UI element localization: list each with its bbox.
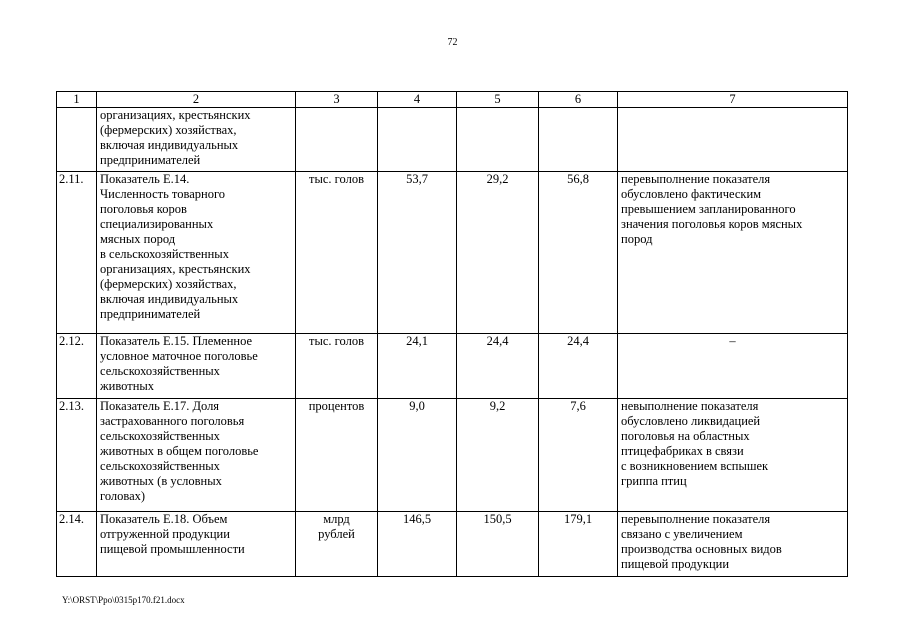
cell-line: млрд [323,512,350,526]
row-number-cell: 2.14. [57,512,97,577]
cell-line: включая индивидуальных [100,138,239,152]
cell-line: сельскохозяйственных [100,364,220,378]
cell-line: организациях, крестьянских [100,108,251,122]
cell-line: Показатель Е.15. Племенное [100,334,253,348]
value-cell: 53,7 [378,172,457,334]
cell-line: сельскохозяйственных [100,429,220,443]
cell-line: перевыполнение показателя [621,172,771,186]
file-path-footer: Y:\ORST\Ppo\0315p170.f21.docx [62,595,185,605]
cell-line: пищевой промышленности [100,542,245,556]
cell-line: – [729,334,736,348]
cell-line: мясных пород [100,232,176,246]
table-row [57,399,848,512]
unit-cell [296,399,378,512]
cell-line: тыс. голов [309,334,364,348]
cell-line: предпринимателей [100,153,201,167]
value-cell: 24,4 [457,334,539,399]
cell-line: Показатель Е.14. [100,172,190,186]
cell-line: превышением запланированного [621,202,796,216]
cell-line: специализированных [100,217,214,231]
cell-line: значения поголовья коров мясных [621,217,803,231]
cell-line: гриппа птиц [621,474,687,488]
cell-line: пищевой продукции [621,557,730,571]
unit-cell [296,512,378,577]
value-cell: 7,6 [539,399,618,512]
cell-line: перевыполнение показателя [621,512,771,526]
header-cell: 2 [97,92,296,108]
cell-line: птицефабриках в связи [621,444,744,458]
cell-line: головах) [100,489,146,503]
row-number-cell [57,108,97,172]
indicator-name-cell [97,399,296,512]
cell-line: застрахованного поголовья [100,414,245,428]
cell-line: тыс. голов [309,172,364,186]
page-number: 72 [447,37,458,48]
table-row [57,334,848,399]
cell-line: Показатель Е.18. Объем [100,512,228,526]
cell-line: животных (в условных [100,474,222,488]
table-header-row [57,92,848,108]
value-cell: 29,2 [457,172,539,334]
unit-cell [296,108,378,172]
note-cell [618,108,848,172]
value-cell [539,108,618,172]
header-cell: 6 [539,92,618,108]
value-cell: 9,2 [457,399,539,512]
cell-line: с возникновением вспышек [621,459,769,473]
row-number-cell: 2.13. [57,399,97,512]
cell-line: поголовья на областных [621,429,750,443]
cell-line: предпринимателей [100,307,201,321]
value-cell: 179,1 [539,512,618,577]
cell-line: Показатель Е.17. Доля [100,399,220,413]
unit-cell [296,334,378,399]
header-cell: 3 [296,92,378,108]
cell-line: процентов [308,399,365,413]
table-row [57,108,848,172]
cell-line: поголовья коров [100,202,187,216]
cell-line: включая индивидуальных [100,292,239,306]
value-cell: 150,5 [457,512,539,577]
table-row [57,512,848,577]
cell-line: животных в общем поголовье [100,444,259,458]
value-cell [378,108,457,172]
header-cell: 4 [378,92,457,108]
table-row [57,172,848,334]
unit-cell [296,172,378,334]
value-cell: 56,8 [539,172,618,334]
value-cell: 9,0 [378,399,457,512]
cell-line: (фермерских) хозяйствах, [100,277,237,291]
value-cell: 24,1 [378,334,457,399]
value-cell: 146,5 [378,512,457,577]
indicator-table [56,91,848,577]
indicator-name-cell [97,512,296,577]
cell-line: обусловлено ликвидацией [621,414,761,428]
note-cell [618,334,848,399]
cell-line: Численность товарного [100,187,226,201]
cell-line: пород [621,232,653,246]
header-cell: 5 [457,92,539,108]
row-number-cell: 2.11. [57,172,97,334]
cell-line: связано с увеличением [621,527,743,541]
cell-line: производства основных видов [621,542,782,556]
cell-line: отгруженной продукции [100,527,230,541]
indicator-name-cell [97,334,296,399]
indicator-name-cell [97,172,296,334]
cell-line: сельскохозяйственных [100,459,220,473]
cell-line: условное маточное поголовье [100,349,258,363]
cell-line: организациях, крестьянских [100,262,251,276]
cell-line: животных [100,379,155,393]
header-cell: 7 [618,92,848,108]
cell-line: в сельскохозяйственных [100,247,229,261]
value-cell [457,108,539,172]
value-cell: 24,4 [539,334,618,399]
cell-line: рублей [318,527,355,541]
cell-line: невыполнение показателя [621,399,759,413]
cell-line: обусловлено фактическим [621,187,762,201]
note-cell [618,512,848,577]
indicator-name-cell [97,108,296,172]
header-cell: 1 [57,92,97,108]
cell-line: (фермерских) хозяйствах, [100,123,237,137]
note-cell [618,172,848,334]
note-cell [618,399,848,512]
row-number-cell: 2.12. [57,334,97,399]
